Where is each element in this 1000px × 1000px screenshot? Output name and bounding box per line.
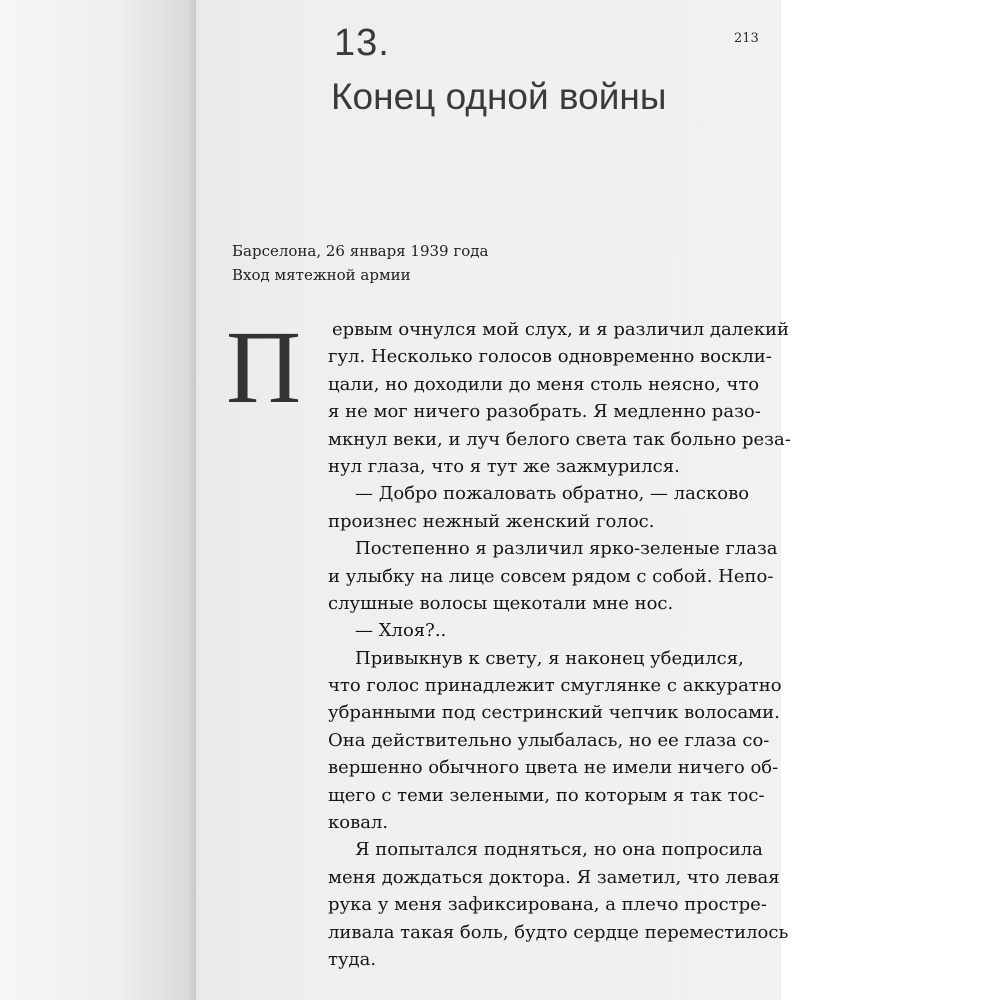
body-line: ковал. — [328, 812, 389, 834]
body-line: что голос принадлежит смуглянке с аккуратно — [328, 675, 782, 697]
body-line: и улыбку на лице совсем рядом с собой. Непо- — [328, 565, 774, 587]
body-line: Постепенно я различил ярко-зеленые глаза — [355, 538, 778, 560]
body-line: ервым очнулся мой слух, и я различил далекий — [332, 319, 790, 340]
body-line: убранными под сестринский чепчик волосами. — [328, 702, 780, 724]
body-line: туда. — [328, 948, 377, 970]
body-line: Она действительно улыбалась, но ее глаза со- — [328, 729, 770, 751]
body-line: рука у меня зафиксирована, а плечо простре- — [328, 894, 767, 916]
body-line: — Хлоя?.. — [355, 620, 447, 642]
drop-cap: П — [226, 310, 302, 425]
dateline-place-date: Барселона, 26 января 1939 года — [232, 242, 489, 260]
body-line: произнес нежный женский голос. — [328, 510, 655, 532]
body-line: Я попытался подняться, но она попросила — [355, 839, 763, 861]
left-page-edge — [0, 0, 196, 1000]
dateline — [232, 239, 488, 287]
page-number: 213 — [734, 31, 759, 46]
body-line: вершенно обычного цвета не имели ничего об- — [328, 757, 779, 779]
body-text — [233, 316, 791, 973]
body-line: слушные волосы щекотали мне нос. — [328, 592, 674, 614]
chapter-number: 13. — [334, 22, 390, 64]
body-line: цали, но доходили до меня столь неясно, что — [328, 373, 760, 395]
body-line: мкнул веки, и луч белого света так больно реза- — [328, 428, 791, 450]
dateline-subtitle: Вход мятежной армии — [232, 266, 411, 284]
body-line: гул. Несколько голосов одновременно воскли- — [328, 346, 772, 368]
body-line: — Добро пожаловать обратно, — ласково — [355, 483, 750, 505]
right-background — [781, 0, 1000, 1000]
body-line: я не мог ничего разобрать. Я медленно разо- — [328, 401, 761, 423]
body-line: Привыкнув к свету, я наконец убедился, — [355, 647, 744, 669]
body-line: меня дождаться доктора. Я заметил, что левая — [328, 866, 780, 888]
chapter-title: Конец одной войны — [331, 76, 667, 117]
body-line: нул глаза, что я тут же зажмурился. — [328, 455, 680, 477]
body-line: щего с теми зелеными, по которым я так тос- — [328, 784, 765, 806]
body-line: ливала такая боль, будто сердце переместилось — [328, 921, 789, 943]
